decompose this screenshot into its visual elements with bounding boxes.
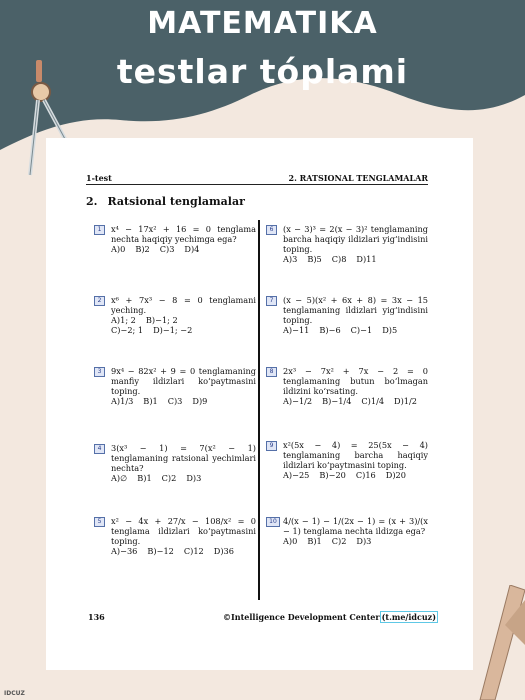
page-number: 136 [88,612,105,622]
option-a: A)∅ [111,473,128,483]
watermark: IDCUZ [4,690,25,697]
option-d: D)36 [213,546,234,556]
option-a: A)0 [283,536,298,546]
option-b: B)1 [143,396,158,406]
option-b: B)−20 [319,470,346,480]
option-c: C)1/4 [361,396,385,406]
option-a: A)−11 [283,325,310,335]
option-a: A)1/3 [111,396,134,406]
footer-link[interactable]: (t.me/idcuz) [381,612,436,622]
footer-text: ©Intelligence Development Center [223,612,380,622]
document-page [46,138,473,670]
problem-8 [266,366,428,406]
answer-options [283,470,428,480]
option-b: B)−6 [319,325,341,335]
option-c: C)3 [159,244,175,254]
problem-question: x² − 4x + 27/x − 108/x² = 0 tenglama ildizlari ko‘paytmasini toping. [111,516,256,546]
option-c: C)8 [331,254,347,264]
problem-question: 3(x³ − 1) = 7(x² − 1) tenglamaning ratsional yechimlari nechta? [111,443,256,473]
option-d: D)11 [356,254,377,264]
option-b: B)1 [137,473,152,483]
problem-number-badge: 9 [266,441,277,451]
option-c: C)16 [355,470,376,480]
answer-options [111,546,256,556]
option-a: A)0 [111,244,126,254]
option-d: D)9 [192,396,208,406]
problem-number-badge: 1 [94,225,105,235]
problem-question: x⁶ + 7x³ − 8 = 0 tenglamani yeching. [111,295,256,315]
option-b: B)2 [135,244,150,254]
problem-6 [266,224,428,264]
option-d: D)−1; −2 [153,325,193,335]
problem-number-badge: 3 [94,367,105,377]
problem-number-badge: 8 [266,367,277,377]
option-a: A)3 [283,254,298,264]
option-d: D)3 [356,536,372,546]
answer-options [283,325,428,335]
problem-number-badge: 5 [94,517,105,527]
problem-question: 2x³ − 7x² + 7x − 2 = 0 tenglamaning butun bo‘lmagan ildizini ko‘rsating. [283,366,428,396]
column-divider [258,220,260,600]
problem-number-badge: 10 [266,517,280,527]
problem-4 [94,443,256,483]
option-d: D)3 [186,473,202,483]
option-c: C)2 [161,473,177,483]
problem-question: x⁴ − 17x² + 16 = 0 tenglama nechta haqiqiy yechimga ega? [111,224,256,244]
problem-question: (x − 3)³ = 2(x − 3)² tenglamaning barcha haqiqiy ildizlari yig‘indisini toping. [283,224,428,254]
answer-options [283,254,428,264]
option-b: B)−1; 2 [145,315,178,325]
problem-2 [94,295,256,335]
option-c: C)−1 [350,325,373,335]
option-c: C)3 [167,396,183,406]
problem-3 [94,366,256,406]
answer-options [111,396,256,406]
option-d: D)20 [385,470,406,480]
problem-7 [266,295,428,335]
option-b: B)1 [307,536,322,546]
problem-question: x²(5x − 4) = 25(5x − 4) tenglamaning barcha haqiqiy ildizlari ko‘paytmasini toping. [283,440,428,470]
option-c: C)2 [331,536,347,546]
section-title: Ratsional tenglamalar [107,195,245,208]
option-b: B)5 [307,254,322,264]
header-rule [86,184,428,185]
option-a: A)−36 [111,546,138,556]
option-b: B)−1/4 [322,396,352,406]
problem-number-badge: 2 [94,296,105,306]
problem-number-badge: 7 [266,296,277,306]
option-d: D)4 [184,244,200,254]
option-a: A)−1/2 [283,396,313,406]
answer-options [111,244,256,254]
problem-question: 4/(x − 1) − 1/(2x − 1) = (x + 3)/(x − 1) tenglama nechta ildizga ega? [283,516,428,536]
answer-options [283,396,428,406]
ruler-icon [470,585,525,700]
cover-title-line1: MATEMATIKA [147,6,378,41]
option-c: C)12 [183,546,204,556]
option-b: B)−12 [147,546,174,556]
problem-question: (x − 5)(x² + 6x + 8) = 3x − 15 tenglamaning ildizlari yig‘indisini toping. [283,295,428,325]
problem-1 [94,224,256,254]
answer-options [111,473,256,483]
cover-title-line2: testlar tóplami [116,52,409,91]
option-c: C)−2; 1 [111,325,144,335]
answer-options [283,536,428,546]
section-number: 2. [86,195,98,208]
running-header-left: 1-test [86,173,112,183]
problem-number-badge: 4 [94,444,105,454]
footer-credit [223,612,438,622]
problem-10 [266,516,428,546]
option-a: A)1; 2 [111,315,136,325]
problem-number-badge: 6 [266,225,277,235]
answer-options [111,315,256,335]
option-d: D)1/2 [394,396,417,406]
problem-5 [94,516,256,556]
problem-9 [266,440,428,480]
option-a: A)−25 [283,470,310,480]
option-d: D)5 [382,325,398,335]
problem-question: 9x⁴ − 82x² + 9 = 0 tenglamaning manfiy ildizlari ko‘paytmasini toping. [111,366,256,396]
section-heading [86,195,245,208]
running-header-right: 2. RATSIONAL TENGLAMALAR [288,173,428,183]
